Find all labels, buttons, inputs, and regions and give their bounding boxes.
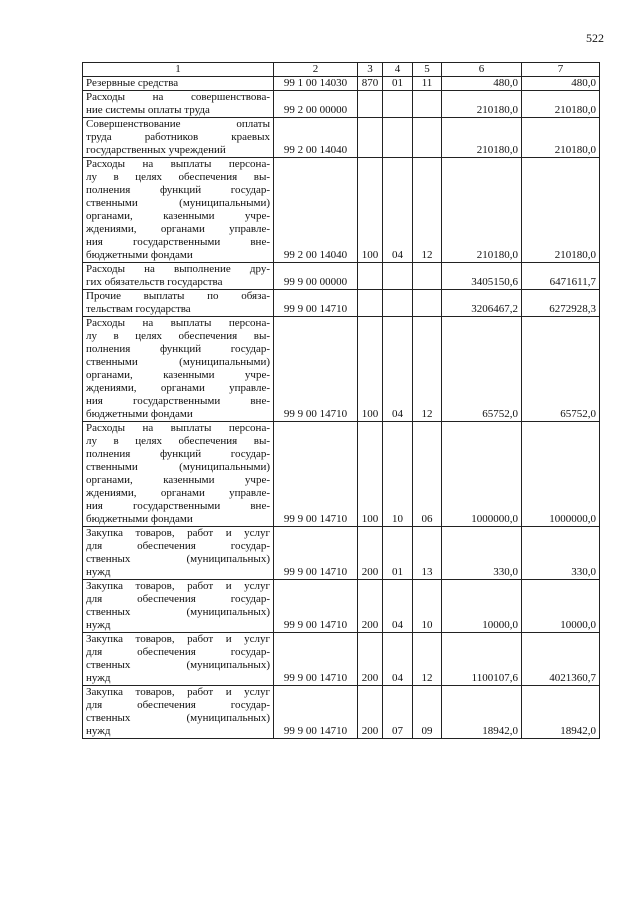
row-amount-1: 210180,0 [442,91,522,118]
row-name-line: ственных (муниципальных) [86,712,270,724]
row-amount-1: 3206467,2 [442,290,522,317]
row-name-line: ния государственными вне- [86,236,270,248]
row-amount-1: 10000,0 [442,580,522,633]
row-section [383,263,413,290]
table-row [83,686,600,739]
row-section [383,290,413,317]
row-subsection: 12 [413,317,442,422]
row-subsection: 10 [413,580,442,633]
row-section: 07 [383,686,413,739]
table-body [83,77,600,739]
table-row [83,158,600,263]
row-name-line: полнения функций государ- [86,448,270,460]
row-name-line: ния государственными вне- [86,500,270,512]
row-amount-1: 210180,0 [442,118,522,158]
row-code: 99 9 00 14710 [274,422,358,527]
row-name-line: бюджетными фондами [86,249,193,261]
row-expense-type [358,118,383,158]
row-name-line: лу в целях обеспечения вы- [86,171,270,183]
row-section [383,91,413,118]
header-col-2: 2 [274,63,358,77]
row-expense-type: 870 [358,77,383,91]
row-name-line: ственными (муниципальными) [86,461,270,473]
row-name-line: ния государственными вне- [86,395,270,407]
row-code: 99 9 00 14710 [274,317,358,422]
row-name-line: Расходы на выполнение дру- [86,263,270,275]
row-name-line: органами, казенными учре- [86,369,270,381]
row-name [83,686,274,739]
row-name-line: органами, казенными учре- [86,474,270,486]
row-name-line: ственных (муниципальных) [86,606,270,618]
row-expense-type: 200 [358,686,383,739]
header-col-3: 3 [358,63,383,77]
row-name-line: ственными (муниципальными) [86,197,270,209]
row-name-line: лу в целях обеспечения вы- [86,330,270,342]
row-name-line: государственных учреждений [86,144,226,156]
header-col-6: 6 [442,63,522,77]
row-amount-1: 330,0 [442,527,522,580]
row-section: 04 [383,317,413,422]
row-expense-type: 200 [358,527,383,580]
row-name [83,317,274,422]
row-name-line: ние системы оплаты труда [86,104,210,116]
row-name-line: тельствам государства [86,303,191,315]
row-name-line: полнения функций государ- [86,184,270,196]
row-amount-2: 10000,0 [522,580,600,633]
row-name-line: гих обязательств государства [86,276,223,288]
header-col-5: 5 [413,63,442,77]
header-col-1: 1 [83,63,274,77]
row-name-line: ждениями, органами управле- [86,487,270,499]
row-name-line: Закупка товаров, работ и услуг [86,527,270,539]
row-section: 04 [383,580,413,633]
row-amount-1: 1000000,0 [442,422,522,527]
row-name [83,118,274,158]
row-amount-2: 210180,0 [522,118,600,158]
row-name-line: Расходы на выплаты персона- [86,158,270,170]
row-expense-type: 100 [358,158,383,263]
row-amount-2: 6272928,3 [522,290,600,317]
row-amount-2: 330,0 [522,527,600,580]
row-name-line: органами, казенными учре- [86,210,270,222]
row-amount-1: 3405150,6 [442,263,522,290]
row-subsection [413,91,442,118]
row-name-line: ждениями, органами управле- [86,382,270,394]
row-name-line: бюджетными фондами [86,513,193,525]
table-row [83,580,600,633]
row-expense-type: 100 [358,422,383,527]
row-name-line: для обеспечения государ- [86,593,270,605]
row-expense-type [358,91,383,118]
row-name-line: Прочие выплаты по обяза- [86,290,270,302]
row-name [83,77,274,91]
row-name [83,290,274,317]
row-amount-2: 1000000,0 [522,422,600,527]
row-name-line: Закупка товаров, работ и услуг [86,633,270,645]
row-name-line: бюджетными фондами [86,408,193,420]
row-expense-type [358,263,383,290]
row-code: 99 9 00 14710 [274,527,358,580]
row-code: 99 2 00 00000 [274,91,358,118]
row-code: 99 9 00 14710 [274,580,358,633]
page-number: 522 [586,31,604,45]
row-name-line: для обеспечения государ- [86,646,270,658]
row-name [83,633,274,686]
row-name [83,158,274,263]
row-amount-2: 210180,0 [522,91,600,118]
row-name [83,527,274,580]
row-name-line: полнения функций государ- [86,343,270,355]
row-subsection: 09 [413,686,442,739]
table-row [83,118,600,158]
row-code: 99 9 00 14710 [274,633,358,686]
row-amount-2: 480,0 [522,77,600,91]
row-code: 99 9 00 14710 [274,686,358,739]
row-section: 01 [383,527,413,580]
row-subsection [413,118,442,158]
row-name-line: Расходы на совершенствова- [86,91,270,103]
table-row [83,77,600,91]
row-section: 10 [383,422,413,527]
row-subsection: 12 [413,633,442,686]
row-section: 04 [383,158,413,263]
row-name-line: Резервные средства [86,77,179,89]
row-code: 99 2 00 14040 [274,118,358,158]
row-section [383,118,413,158]
row-amount-1: 18942,0 [442,686,522,739]
table-row [83,527,600,580]
row-name-line: нужд [86,725,111,737]
row-amount-2: 65752,0 [522,317,600,422]
row-subsection: 11 [413,77,442,91]
row-name-line: для обеспечения государ- [86,699,270,711]
row-subsection [413,290,442,317]
row-amount-1: 1100107,6 [442,633,522,686]
row-name [83,91,274,118]
budget-table [82,62,600,739]
row-amount-2: 4021360,7 [522,633,600,686]
row-name [83,263,274,290]
table-row [83,422,600,527]
row-subsection: 12 [413,158,442,263]
row-code: 99 9 00 00000 [274,263,358,290]
row-name-line: Расходы на выплаты персона- [86,422,270,434]
row-amount-2: 210180,0 [522,158,600,263]
row-name-line: Совершенствование оплаты [86,118,270,130]
row-name-line: ственных (муниципальных) [86,659,270,671]
row-expense-type [358,290,383,317]
row-name-line: Расходы на выплаты персона- [86,317,270,329]
row-amount-2: 18942,0 [522,686,600,739]
row-expense-type: 100 [358,317,383,422]
row-section: 04 [383,633,413,686]
row-name-line: ственными (муниципальными) [86,356,270,368]
table-row [83,263,600,290]
row-code: 99 1 00 14030 [274,77,358,91]
row-amount-2: 6471611,7 [522,263,600,290]
row-name-line: лу в целях обеспечения вы- [86,435,270,447]
row-name-line: труда работников краевых [86,131,270,143]
row-name-line: нужд [86,619,111,631]
row-name-line: нужд [86,672,111,684]
table-row [83,91,600,118]
table-header-row [83,63,600,77]
row-section: 01 [383,77,413,91]
row-expense-type: 200 [358,633,383,686]
row-amount-1: 65752,0 [442,317,522,422]
row-subsection: 06 [413,422,442,527]
row-code: 99 9 00 14710 [274,290,358,317]
row-name-line: для обеспечения государ- [86,540,270,552]
row-name-line: нужд [86,566,111,578]
row-amount-1: 210180,0 [442,158,522,263]
row-code: 99 2 00 14040 [274,158,358,263]
table-row [83,317,600,422]
row-name [83,580,274,633]
row-name-line: ждениями, органами управле- [86,223,270,235]
row-subsection [413,263,442,290]
row-name-line: Закупка товаров, работ и услуг [86,580,270,592]
row-expense-type: 200 [358,580,383,633]
table-row [83,633,600,686]
table-row [83,290,600,317]
row-amount-1: 480,0 [442,77,522,91]
row-name-line: ственных (муниципальных) [86,553,270,565]
row-name-line: Закупка товаров, работ и услуг [86,686,270,698]
header-col-4: 4 [383,63,413,77]
row-name [83,422,274,527]
row-subsection: 13 [413,527,442,580]
header-col-7: 7 [522,63,600,77]
